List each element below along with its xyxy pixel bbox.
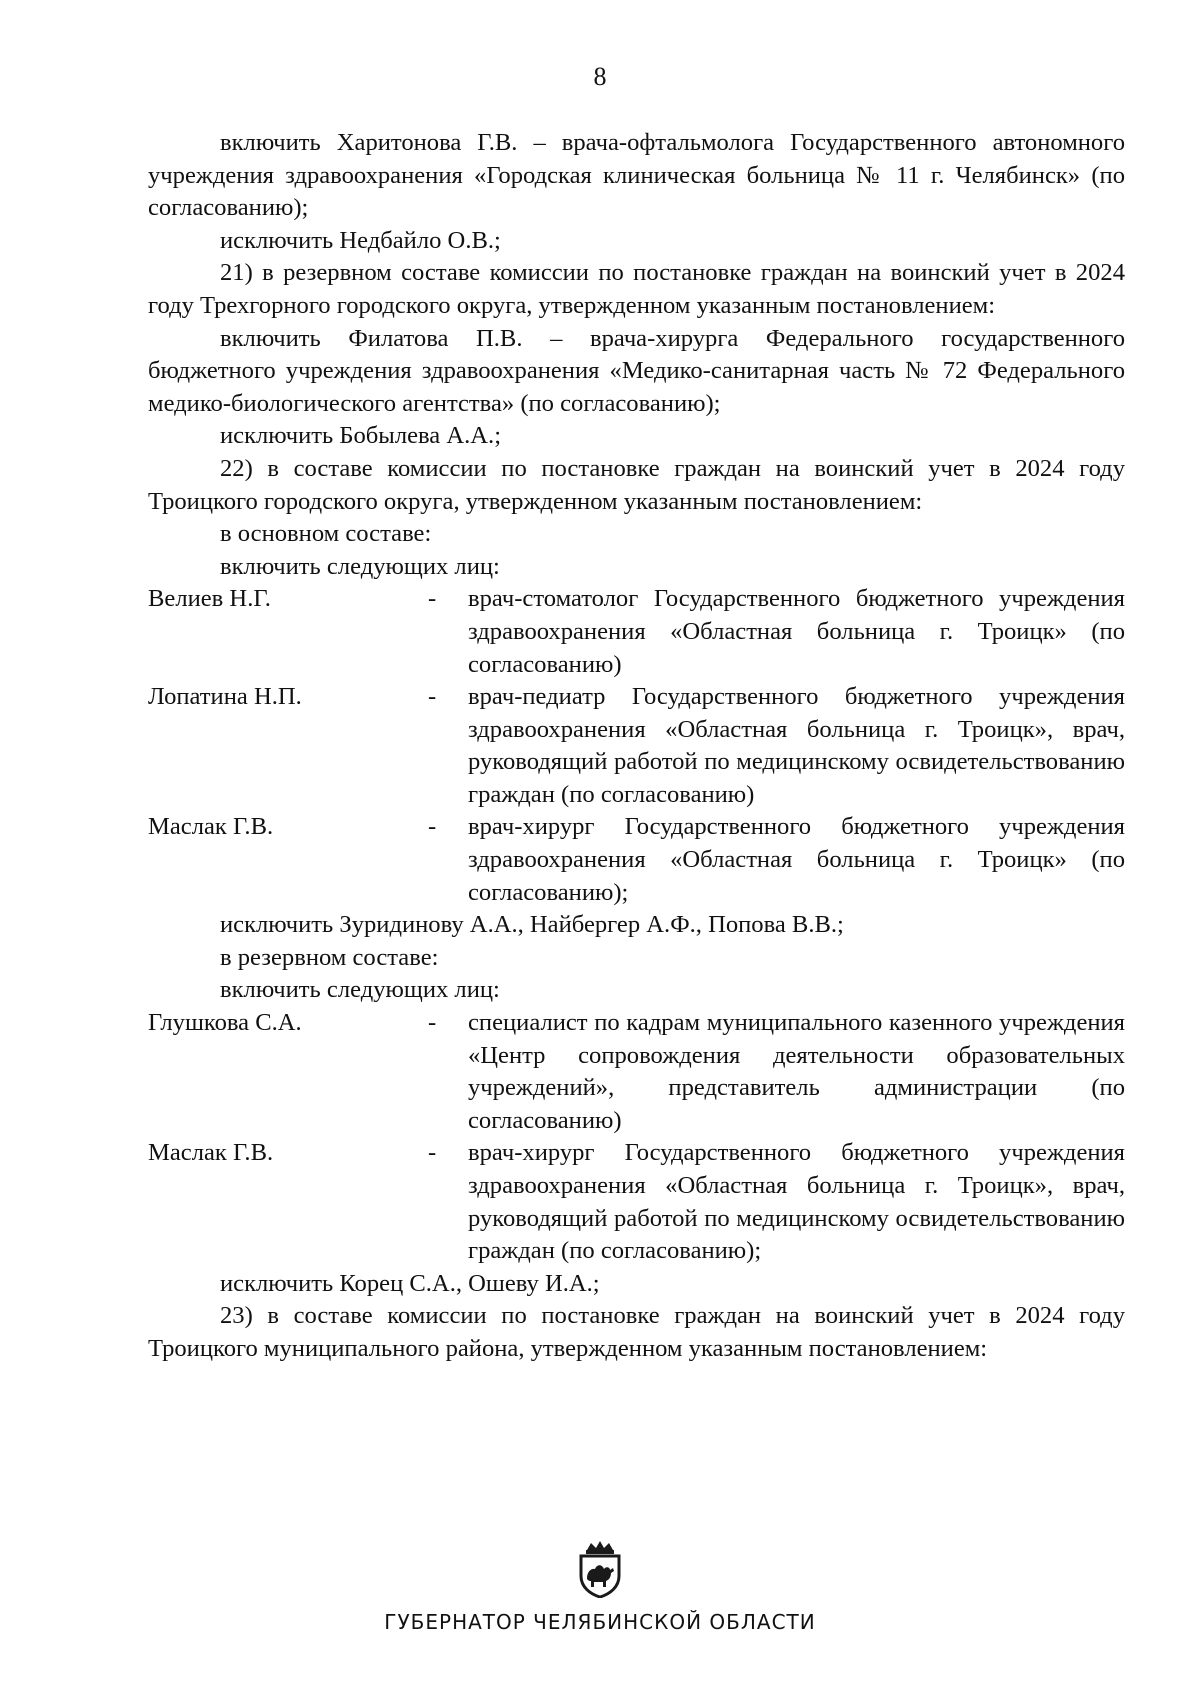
paragraph: 22) в составе комиссии по постановке граждан на воинский учет в 2024 году Троицкого городского округа, утвержденном указанным постановлением: <box>148 454 1125 515</box>
member-entry <box>148 811 1125 909</box>
member-dash: - <box>428 1139 437 1167</box>
paragraph: исключить Корец С.А., Ошеву И.А.; <box>220 1269 600 1297</box>
footer-title: ГУБЕРНАТОР ЧЕЛЯБИНСКОЙ ОБЛАСТИ <box>384 1610 816 1634</box>
member-description: врач-педиатр Государственного бюджетного учреждения здравоохранения «Областная больница г. Троицк», врач, руководящий работой по медицинскому освидетельствованию граждан (по согласованию) <box>468 683 1125 808</box>
member-dash: - <box>428 813 437 841</box>
member-description: врач-хирург Государственного бюджетного учреждения здравоохранения «Областная больница г. Троицк», врач, руководящий работой по медицинскому освидетельствованию граждан (по согласованию); <box>468 1139 1125 1265</box>
member-name: Лопатина Н.П. <box>148 683 302 711</box>
member-name: Маслак Г.В. <box>148 813 274 841</box>
paragraph: в основном составе: <box>220 520 432 548</box>
member-description: врач-стоматолог Государственного бюджетного учреждения здравоохранения «Областная больница г. Троицк» (по согласованию) <box>468 585 1125 678</box>
paragraph: включить следующих лиц: <box>220 552 500 580</box>
member-entry <box>148 681 1125 811</box>
member-name: Велиев Н.Г. <box>148 585 271 613</box>
member-dash: - <box>428 1009 437 1037</box>
document-footer <box>0 1540 1200 1634</box>
member-entry <box>148 1137 1125 1267</box>
document-body <box>148 127 1125 1366</box>
paragraph: включить Харитонова Г.В. – врача-офтальмолога Государственного автономного учреждения здравоохранения «Городская клиническая больница № 11 г. Челябинск» (по согласованию); <box>148 129 1125 222</box>
paragraph: 23) в составе комиссии по постановке граждан на воинский учет в 2024 году Троицкого муниципального района, утвержденном указанным постановлением: <box>148 1302 1125 1362</box>
paragraph: исключить Зуридинову А.А., Найбергер А.Ф., Попова В.В.; <box>220 911 844 939</box>
coat-of-arms-icon <box>573 1540 627 1598</box>
member-description: специалист по кадрам муниципального казенного учреждения «Центр сопровождения деятельности образовательных учреждений», представитель администрации (по согласованию) <box>468 1009 1125 1134</box>
paragraph: включить следующих лиц: <box>220 976 500 1004</box>
paragraph: в резервном составе: <box>220 943 439 971</box>
member-description: врач-хирург Государственного бюджетного учреждения здравоохранения «Областная больница г. Троицк» (по согласованию); <box>468 813 1125 906</box>
paragraph: исключить Бобылева А.А.; <box>220 422 502 450</box>
member-entry <box>148 583 1125 681</box>
member-dash: - <box>428 683 437 711</box>
member-name: Маслак Г.В. <box>148 1139 274 1167</box>
paragraph: включить Филатова П.В. – врача-хирурга Федерального государственного бюджетного учреждения здравоохранения «Медико-санитарная часть № 72 Федерального медико-биологического агентства» (по согласованию); <box>148 324 1125 417</box>
paragraph: 21) в резервном составе комиссии по постановке граждан на воинский учет в 2024 году Трехгорного городского округа, утвержденном указанным постановлением: <box>148 259 1125 319</box>
member-entry <box>148 1007 1125 1137</box>
paragraph: исключить Недбайло О.В.; <box>220 226 501 254</box>
page-number: 8 <box>593 62 607 91</box>
member-name: Глушкова С.А. <box>148 1009 302 1037</box>
member-dash: - <box>428 585 437 613</box>
